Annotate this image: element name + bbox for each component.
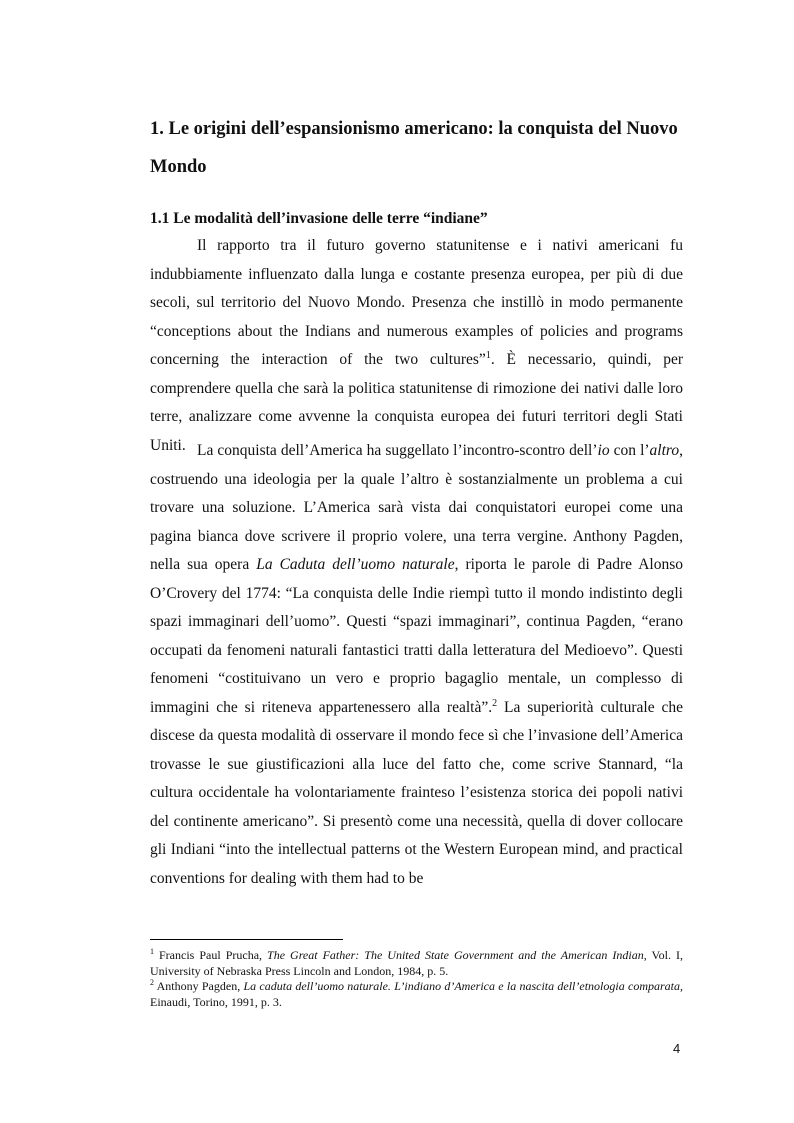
footnote-1-title: The Great Father: The United State Government and the American Indian [267, 948, 644, 962]
footnote-2 [150, 979, 683, 1010]
footnote-1-number: 1 [150, 947, 154, 956]
footnotes [150, 948, 683, 1010]
footnote-2-title: La caduta dell’uomo naturale. L’indiano d’America e la nascita dell’etnologia comparata, [243, 979, 683, 993]
footnote-ref-2[interactable]: 2 [492, 697, 498, 709]
footnote-1 [150, 948, 683, 979]
para2-text-5: La superiorità culturale che discese da questa modalità di osservare il mondo fece sì che l’invasione dell’America trovasse le sue giustificazioni alla luce del fatto che, come scrive Stannard, “la cultura occidentale ha volontariamente frainteso l’esistenza storica dei popoli nativi del continente americano”. Si presentò come una necessità, quella di dover collocare gli Indiani “into the intellectual patterns ot the Western European mind, and practical conventions for dealing with them had to be [150, 698, 683, 887]
paragraph-1 [150, 232, 683, 460]
para2-italic-io: io [597, 442, 610, 459]
footnote-1-text: Francis Paul Prucha, [154, 948, 268, 962]
footnote-1-source: , Vol. I, University of Nebraska Press Lincoln and London, 1984, p. 5. [150, 948, 684, 978]
footnote-ref-1[interactable]: 1 [485, 349, 491, 361]
page-number: 4 [673, 1041, 681, 1056]
footnote-2-source: Einaudi, Torino, 1991, p. 3. [150, 994, 282, 1009]
para2-text-4: , riporta le parole di Padre Alonso O’Crovery del 1774: “La conquista delle Indie riempì tutto il mondo indistinto degli spazi immaginari dell’uomo”. Questi “spazi immaginari”, continua Pagden, “erano occupati da fenomeni naturali fantastici tratti dalla letteratura del Medioevo”. Questi fenomeni “costituivano un vero e proprio bagaglio mentale, un complesso di immagini che si riteneva appartenessero alla realtà”. [150, 556, 683, 716]
footnote-2-text: Anthony Pagden, [154, 979, 244, 993]
para2-text-2: con l’ [609, 442, 650, 459]
chapter-title: 1. Le origini dell’espansionismo americano: la conquista del Nuovo Mondo [150, 119, 678, 177]
para2-text-1: La conquista dell’America ha suggellato l’incontro-scontro dell’ [197, 442, 598, 459]
para1-text-2: . È necessario, quindi, per comprendere quella che sarà la politica statunitense di rimozione dei nativi dalle loro terre, analizzare come avvenne la conquista europea dei futuri territori degli Stati Uniti. [150, 351, 683, 454]
section-title: 1.1 Le modalità dell’invasione delle terre “indiane” [150, 210, 488, 227]
footnote-2-number: 2 [150, 978, 154, 987]
para2-italic-altro: altro [649, 442, 680, 459]
para2-text-3: , costruendo una ideologia per la quale l’altro è sostanzialmente un problema a cui trovare una soluzione. L’America sarà vista dai conquistatori europei come una pagina bianca dove scrivere il proprio volere, una terra vergine. Anthony Pagden, nella sua opera [150, 442, 683, 573]
paragraph-2 [150, 437, 683, 893]
footnote-divider [150, 939, 343, 940]
para1-text-1: Il rapporto tra il futuro governo statunitense e i nativi americani fu indubbiamente influenzato dalla lunga e costante presenza europea, per più di due secoli, sul territorio del Nuovo Mondo. Presenza che instillò in modo permanente “conceptions about the Indians and numerous examples of policies and programs concerning the interaction of the two cultures” [150, 237, 683, 368]
para2-book-title: La Caduta dell’uomo naturale [256, 556, 455, 573]
